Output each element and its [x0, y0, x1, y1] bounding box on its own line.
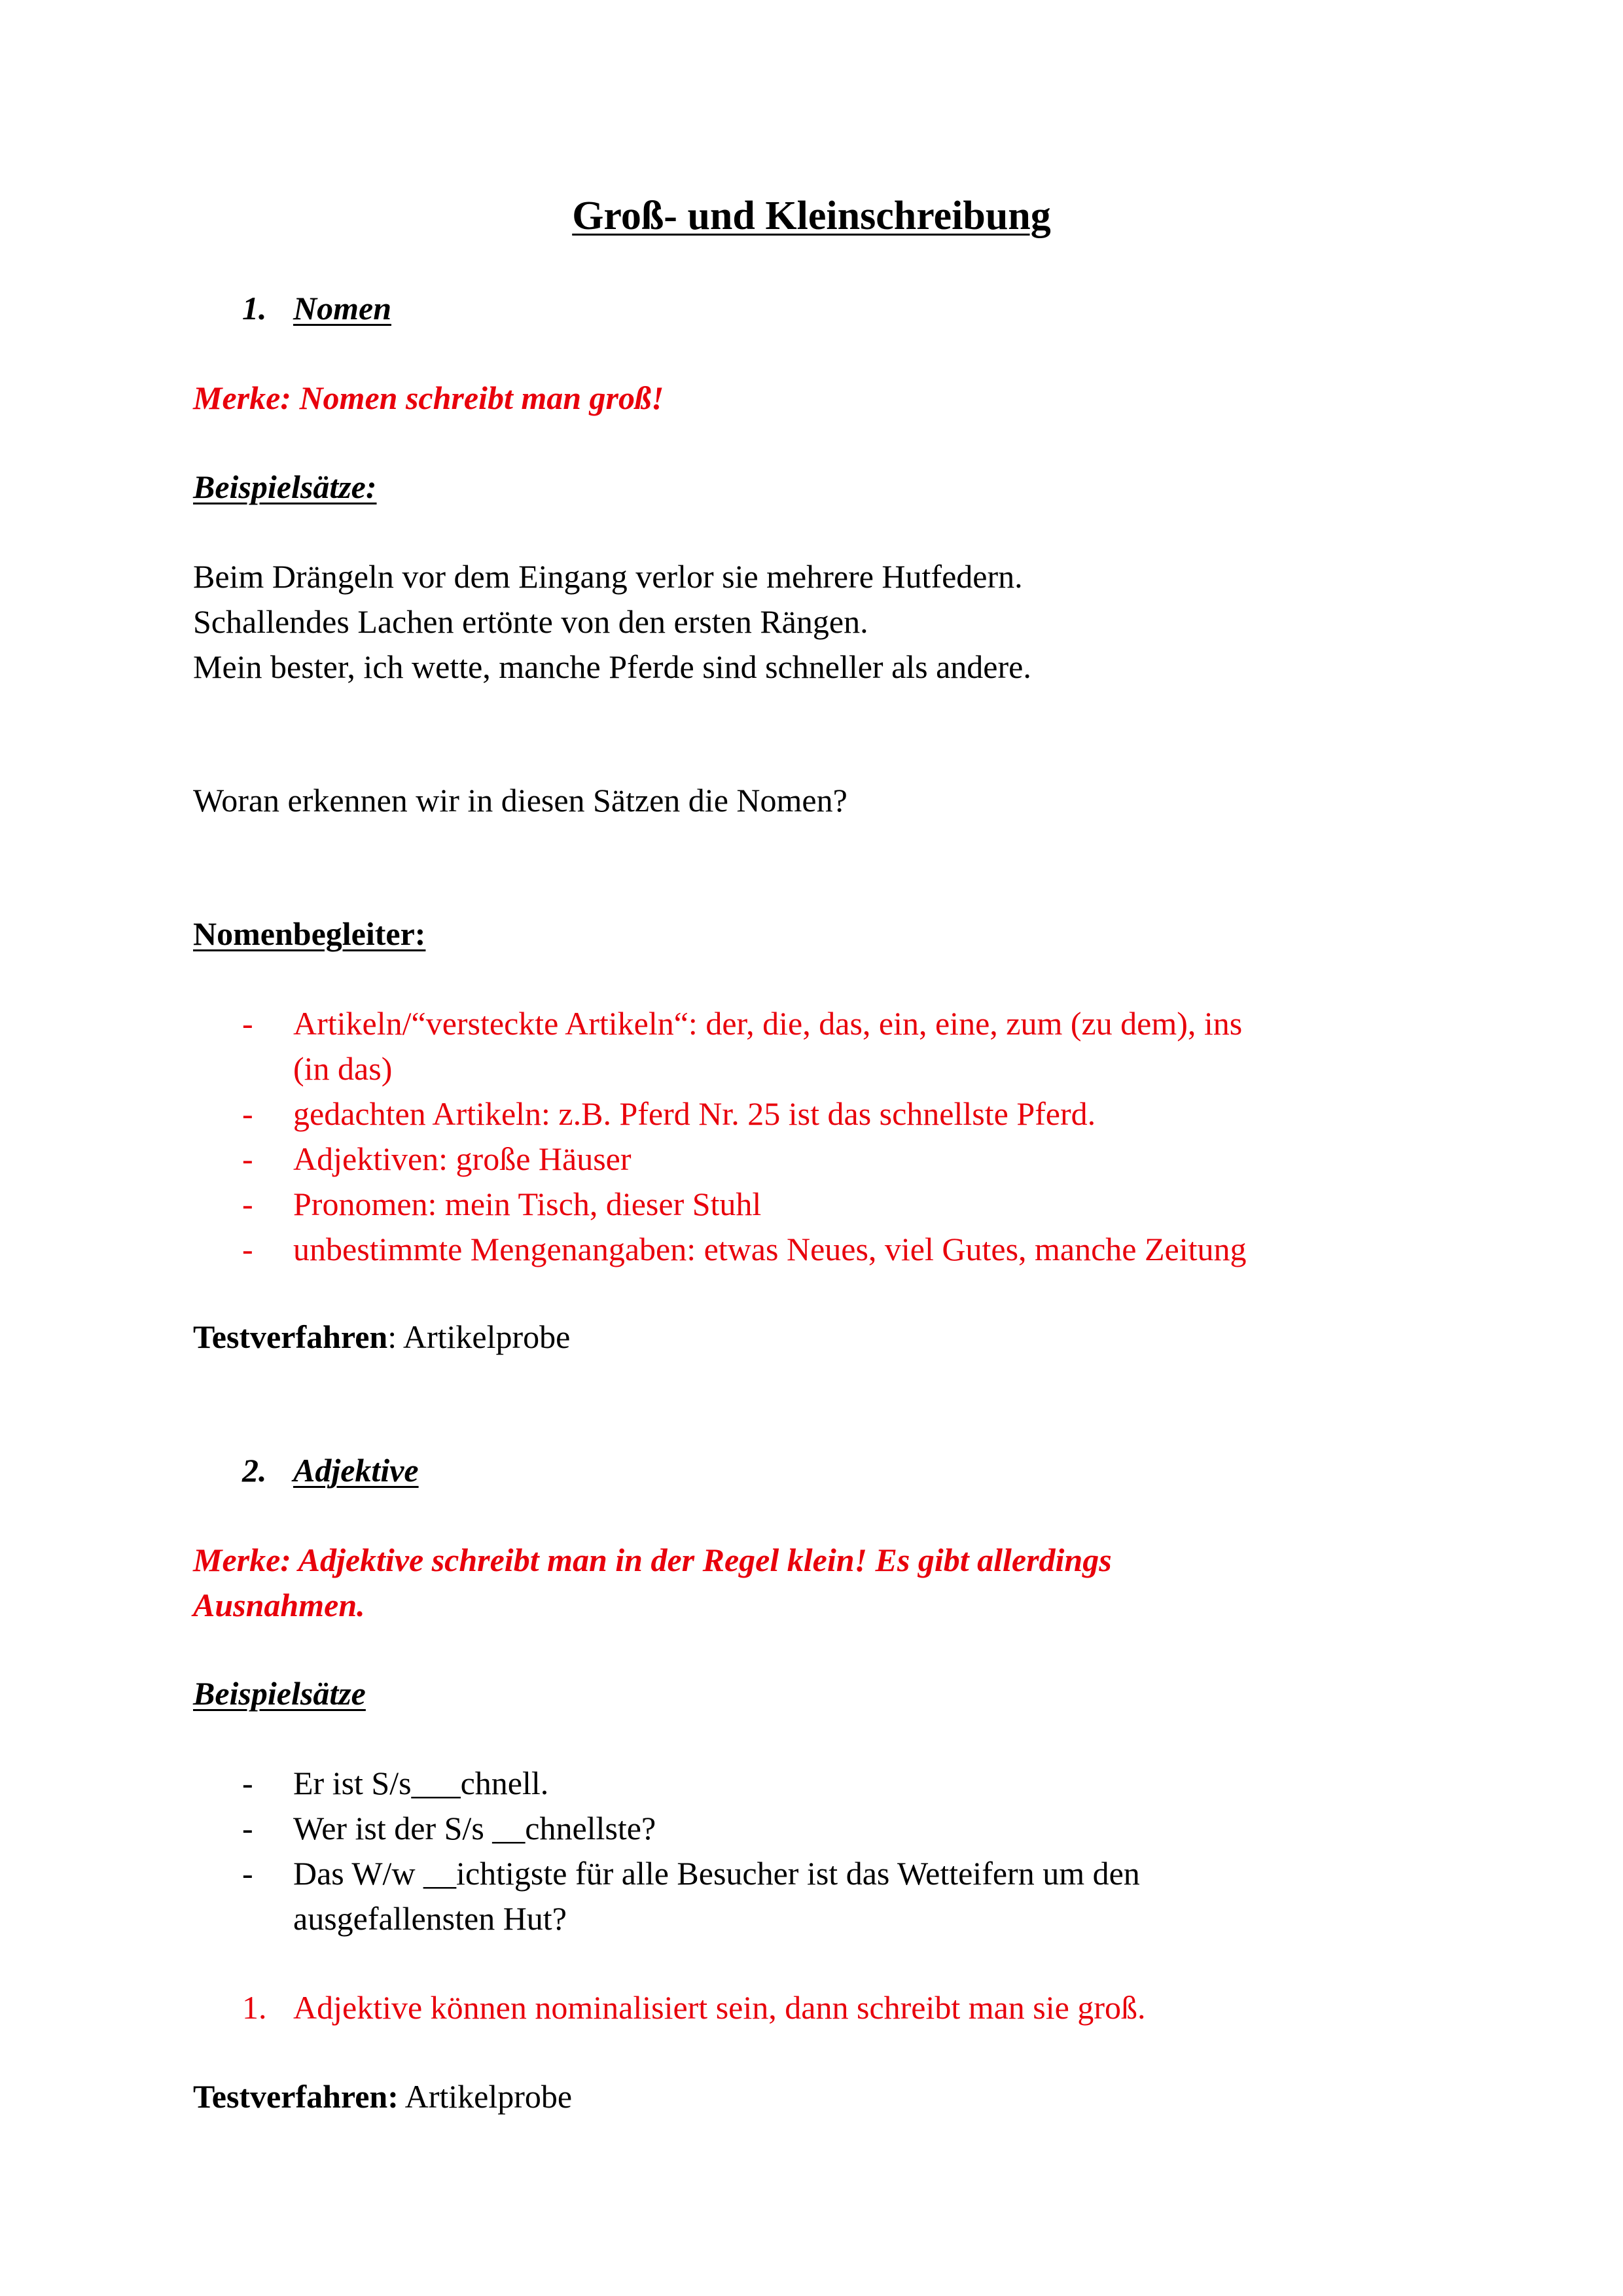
- section-number: 2.: [242, 1452, 267, 1489]
- section-heading-nomen: [242, 286, 391, 331]
- numbered-rule-list: [193, 1985, 1146, 2030]
- example-sentence: Schallendes Lachen ertönte von den ersten Rängen.: [193, 603, 868, 640]
- list-item: - Er ist S/s___chnell.: [193, 1761, 1140, 1806]
- rule-adjektive: Merke: Adjektive schreibt man in der Regel klein! Es gibt allerdings Ausnahmen.: [193, 1542, 1112, 1623]
- list-item: - Wer ist der S/s __chnellste?: [193, 1806, 1140, 1851]
- dash-bullet: -: [242, 1095, 253, 1132]
- test-method-adjektive: [193, 2074, 572, 2119]
- list-item: - Artikeln/“versteckte Artikeln“: der, die, das, ein, eine, zum (zu dem), ins (in das): [193, 1001, 1247, 1091]
- test-method-value: Artikelprobe: [398, 2078, 573, 2115]
- examples-heading: Beispielsätze:: [193, 468, 377, 505]
- dash-bullet: -: [242, 1810, 253, 1846]
- list-item: 1. Adjektive können nominalisiert sein, dann schreibt man sie groß.: [193, 1985, 1146, 2030]
- list-item: - gedachten Artikeln: z.B. Pferd Nr. 25 ist das schnellste Pferd.: [193, 1091, 1247, 1137]
- test-method-label: Testverfahren:: [193, 2078, 399, 2115]
- dash-bullet: -: [242, 1231, 253, 1267]
- test-method-nomen: [193, 1315, 570, 1360]
- dash-bullet: -: [242, 1765, 253, 1801]
- section-heading-adjektive: [242, 1448, 419, 1493]
- test-method-label: Testverfahren: [193, 1318, 388, 1355]
- example-sentence: Mein bester, ich wette, manche Pferde sind schneller als andere.: [193, 648, 1031, 685]
- dash-bullet: -: [242, 1005, 253, 1042]
- test-method-value: : Artikelprobe: [387, 1318, 571, 1355]
- examples-heading: Beispielsätze: [193, 1675, 366, 1712]
- adjective-examples-list: [193, 1761, 1140, 1941]
- document-title: Groß- und Kleinschreibung: [572, 194, 1051, 238]
- example-sentence: Beim Drängeln vor dem Eingang verlor sie mehrere Hutfedern.: [193, 558, 1023, 595]
- companions-heading: Nomenbegleiter:: [193, 915, 426, 952]
- list-number: 1.: [242, 1989, 267, 2026]
- example-sentences: [193, 554, 1031, 690]
- dash-bullet: -: [242, 1140, 253, 1177]
- section-name: Nomen: [293, 290, 391, 327]
- list-item: - Das W/w __ichtigste für alle Besucher ist das Wetteifern um den ausgefallensten Hut?: [193, 1851, 1140, 1941]
- section-number: 1.: [242, 290, 267, 327]
- list-item: - unbestimmte Mengenangaben: etwas Neues, viel Gutes, manche Zeitung: [193, 1227, 1247, 1272]
- dash-bullet: -: [242, 1186, 253, 1222]
- dash-bullet: -: [242, 1855, 253, 1892]
- section-name: Adjektive: [293, 1452, 419, 1489]
- list-item: - Pronomen: mein Tisch, dieser Stuhl: [193, 1182, 1247, 1227]
- question-text: Woran erkennen wir in diesen Sätzen die Nomen?: [193, 782, 847, 819]
- rule-nomen: Merke: Nomen schreibt man groß!: [193, 380, 664, 416]
- list-item: - Adjektiven: große Häuser: [193, 1137, 1247, 1182]
- companions-list: [193, 1001, 1247, 1272]
